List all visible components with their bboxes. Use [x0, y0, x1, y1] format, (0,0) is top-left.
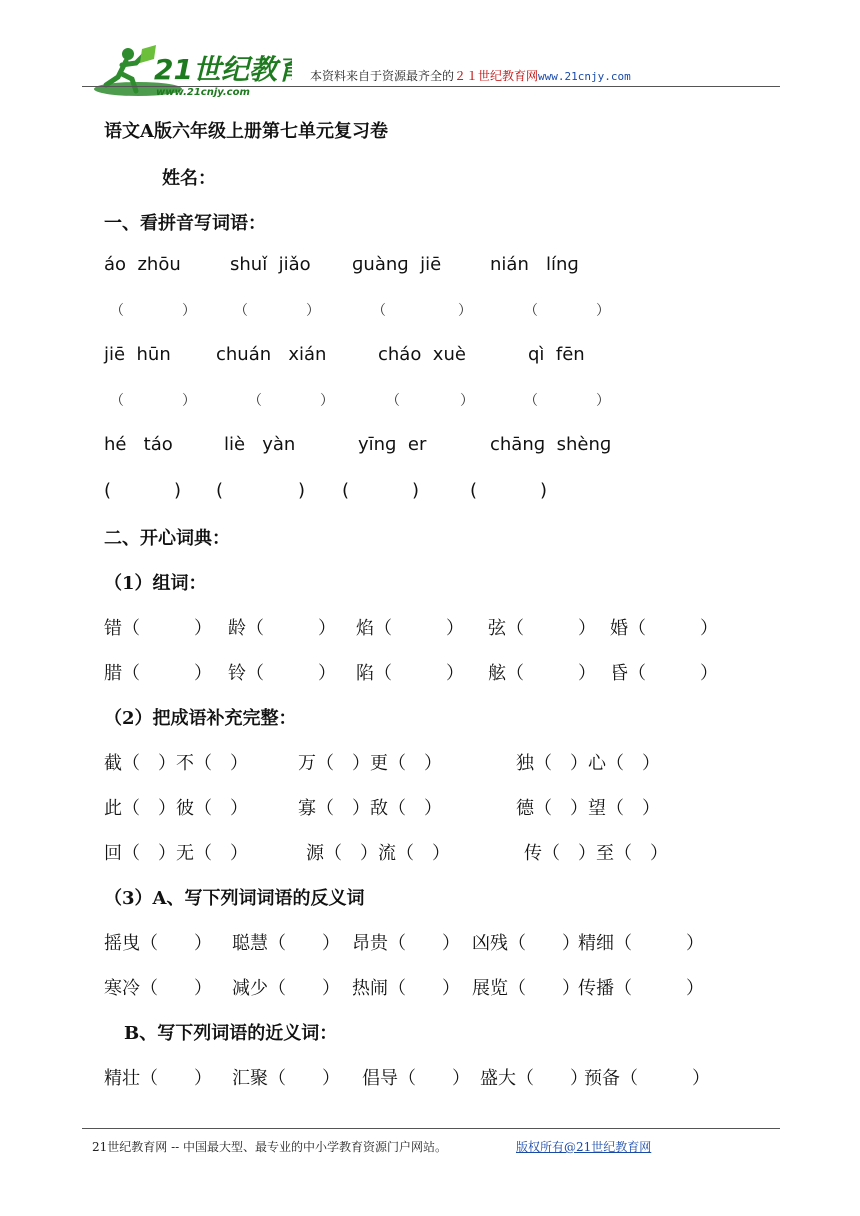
- word-item: 龄（ ）: [228, 618, 336, 639]
- answer-paren-open: (: [342, 480, 350, 501]
- answer-paren-close: ): [540, 480, 548, 501]
- logo: [82, 26, 293, 98]
- pinyin-item: cháo xuè: [378, 344, 466, 365]
- answer-paren-open: (: [216, 480, 224, 501]
- answer-paren-close: ）: [458, 303, 472, 319]
- answer-paren-open: （: [248, 393, 262, 409]
- answer-paren-open: （: [386, 393, 400, 409]
- pinyin-item: chuán xián: [216, 344, 327, 365]
- pinyin-item: chānɡ shènɡ: [490, 434, 612, 455]
- footer-note: 21世纪教育网 -- 中国最大型、最专业的中小学教育资源门户网站。: [92, 1140, 448, 1154]
- answer-paren-close: ）: [182, 303, 196, 319]
- copyright-link[interactable]: 版权所有@21世纪教育网: [516, 1140, 652, 1154]
- pinyin-item: shuǐ jiǎo: [230, 254, 311, 275]
- word-item: 婚（ ）: [610, 618, 718, 639]
- idiom-item: 独（ ）心（ ）: [516, 753, 660, 774]
- pinyin-item: qì fēn: [528, 344, 585, 365]
- idiom-item: 此（ ）彼（ ）: [104, 798, 248, 819]
- idiom-item: 寡（ ）敌（ ）: [298, 798, 442, 819]
- pinyin-item: ɡuànɡ jiē: [352, 254, 442, 275]
- word-item: 错（ ）: [104, 618, 212, 639]
- pinyin-item: áo zhōu: [104, 254, 181, 275]
- footer-divider: [82, 1128, 780, 1129]
- name-label: 姓名：: [162, 168, 216, 189]
- answer-paren-open: （: [110, 393, 124, 409]
- sub1-heading: （1）组词：: [104, 573, 207, 594]
- header-note: 本资料来自于资源最齐全的２１世纪教育网www.21cnjy.com: [310, 69, 631, 83]
- word-item: 昏（ ）: [610, 663, 718, 684]
- answer-paren-close: ）: [182, 393, 196, 409]
- section1-heading: 一、看拼音写词语：: [104, 213, 266, 234]
- idiom-item: 回（ ）无（ ）: [104, 843, 248, 864]
- answer-paren-open: （: [524, 393, 538, 409]
- svg-text:21世纪教育: 21世纪教育: [154, 53, 293, 86]
- antonym-item: 寒冷（ ）: [104, 978, 212, 999]
- pinyin-item: nián línɡ: [490, 254, 579, 275]
- idiom-item: 源（ ）流（ ）: [306, 843, 450, 864]
- answer-paren-close: ）: [306, 303, 320, 319]
- answer-paren-open: （: [372, 303, 386, 319]
- sub3b-heading: B、写下列词语的近义词：: [124, 1023, 338, 1044]
- word-item: 铃（ ）: [228, 663, 336, 684]
- antonym-item: 摇曳（ ）: [104, 933, 212, 954]
- antonym-item: 精细（ ）: [578, 933, 704, 954]
- pinyin-item: liè yàn: [224, 434, 296, 455]
- synonym-item: 预备（ ）: [584, 1068, 710, 1089]
- answer-paren-close: ）: [596, 393, 610, 409]
- antonym-item: 减少（ ）: [232, 978, 340, 999]
- answer-paren-close: ）: [596, 303, 610, 319]
- answer-paren-open: （: [524, 303, 538, 319]
- answer-paren-close: ): [412, 480, 420, 501]
- answer-paren-open: (: [470, 480, 478, 501]
- antonym-item: 热闹（ ）: [352, 978, 460, 999]
- answer-paren-close: ): [174, 480, 182, 501]
- page-title: 语文A版六年级上册第七单元复习卷: [104, 121, 388, 142]
- word-item: 弦（ ）: [488, 618, 596, 639]
- synonym-item: 汇聚（ ）: [232, 1068, 340, 1089]
- idiom-item: 德（ ）望（ ）: [516, 798, 660, 819]
- answer-paren-open: (: [104, 480, 112, 501]
- answer-paren-close: ）: [460, 393, 474, 409]
- answer-paren-close: ): [298, 480, 306, 501]
- sub2-heading: （2）把成语补充完整：: [104, 708, 297, 729]
- antonym-item: 凶残（ ）: [472, 933, 580, 954]
- pinyin-item: jiē hūn: [104, 344, 171, 365]
- antonym-item: 展览（ ）: [472, 978, 580, 999]
- sub3a-heading: （3）A、写下列词词语的反义词: [104, 888, 365, 909]
- answer-paren-open: （: [234, 303, 248, 319]
- pinyin-item: hé táo: [104, 434, 173, 455]
- section2-heading: 二、开心词典：: [104, 528, 230, 549]
- svg-text:www.21cnjy.com: www.21cnjy.com: [156, 87, 251, 98]
- idiom-item: 截（ ）不（ ）: [104, 753, 248, 774]
- header-url[interactable]: www.21cnjy.com: [538, 70, 631, 83]
- pinyin-item: yīnɡ er: [358, 434, 427, 455]
- runner-logo-icon: [92, 45, 292, 103]
- antonym-item: 传播（ ）: [578, 978, 704, 999]
- word-item: 腊（ ）: [104, 663, 212, 684]
- header-divider: [82, 86, 780, 87]
- word-item: 焰（ ）: [356, 618, 464, 639]
- word-item: 陷（ ）: [356, 663, 464, 684]
- synonym-item: 盛大（ ）: [480, 1068, 588, 1089]
- antonym-item: 昂贵（ ）: [352, 933, 460, 954]
- synonym-item: 倡导（ ）: [362, 1068, 470, 1089]
- idiom-item: 传（ ）至（ ）: [524, 843, 668, 864]
- idiom-item: 万（ ）更（ ）: [298, 753, 442, 774]
- word-item: 舷（ ）: [488, 663, 596, 684]
- antonym-item: 聪慧（ ）: [232, 933, 340, 954]
- answer-paren-close: ）: [320, 393, 334, 409]
- synonym-item: 精壮（ ）: [104, 1068, 212, 1089]
- answer-paren-open: （: [110, 303, 124, 319]
